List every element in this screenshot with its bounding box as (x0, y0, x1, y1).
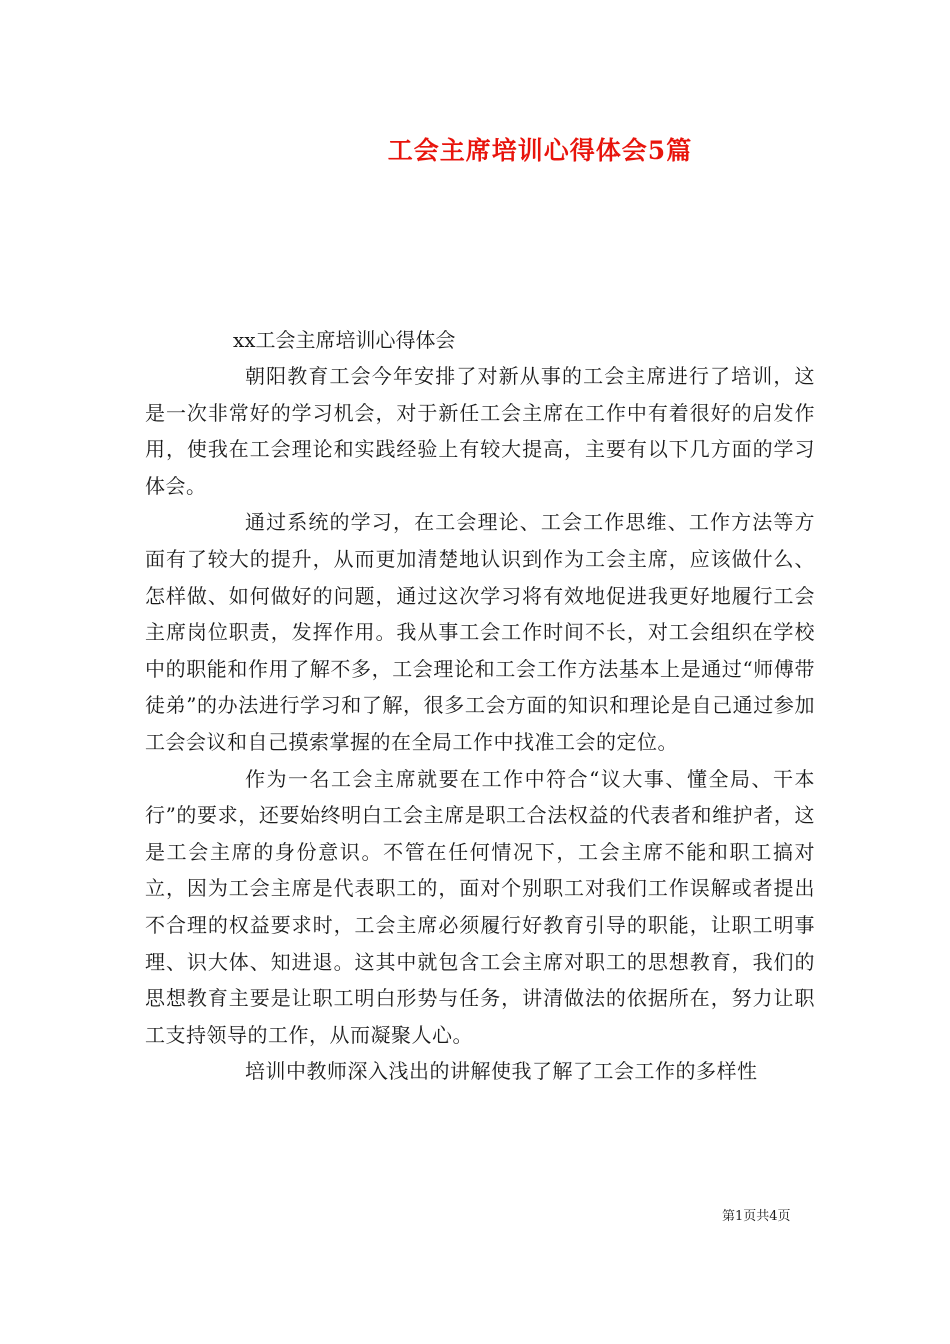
paragraph-2: 通过系统的学习，在工会理论、工会工作思维、工作方法等方面有了较大的提升，从而更加清楚地认识到作为工会主席，应该做什么、怎样做、如何做好的问题，通过这次学习将有效地促进我更好地履行工会主席岗位职责，发挥作用。我从事工会工作时间不长，对工会组织在学校中的职能和作用了解不多，工会理论和工会工作方法基本上是通过“师傅带徒弟”的办法进行学习和了解，很多工会方面的知识和理论是自己通过参加工会会议和自己摸索掌握的在全局工作中找准工会的定位。 (145, 510, 815, 754)
paragraph-4: 培训中教师深入浅出的讲解使我了解了工会工作的多样性 (245, 1059, 758, 1084)
document-subtitle: xx工会主席培训心得体会 (233, 328, 456, 352)
paragraph-1: 朝阳教育工会今年安排了对新从事的工会主席进行了培训，这是一次非常好的学习机会，对于新任工会主席在工作中有着很好的启发作用，使我在工会理论和实践经验上有较大提高，主要有以下几方面的学习体会。 (145, 364, 815, 498)
paragraph-3: 作为一名工会主席就要在工作中符合“议大事、懂全局、干本行”的要求，还要始终明白工会主席是职工合法权益的代表者和维护者，这是工会主席的身份意识。不管在任何情况下，工会主席不能和职工搞对立，因为工会主席是代表职工的，面对个别职工对我们工作误解或者提出不合理的权益要求时，工会主席必须履行好教育引导的职能，让职工明事理、识大体、知进退。这其中就包含工会主席对职工的思想教育，我们的思想教育主要是让职工明白形势与任务，讲清做法的依据所在，努力让职工支持领导的工作，从而凝聚人心。 (145, 766, 815, 1047)
page-number: 第1页共4页 (722, 1209, 791, 1224)
document-body (145, 358, 815, 1090)
document-title: 工会主席培训心得体会5篇 (387, 136, 693, 165)
